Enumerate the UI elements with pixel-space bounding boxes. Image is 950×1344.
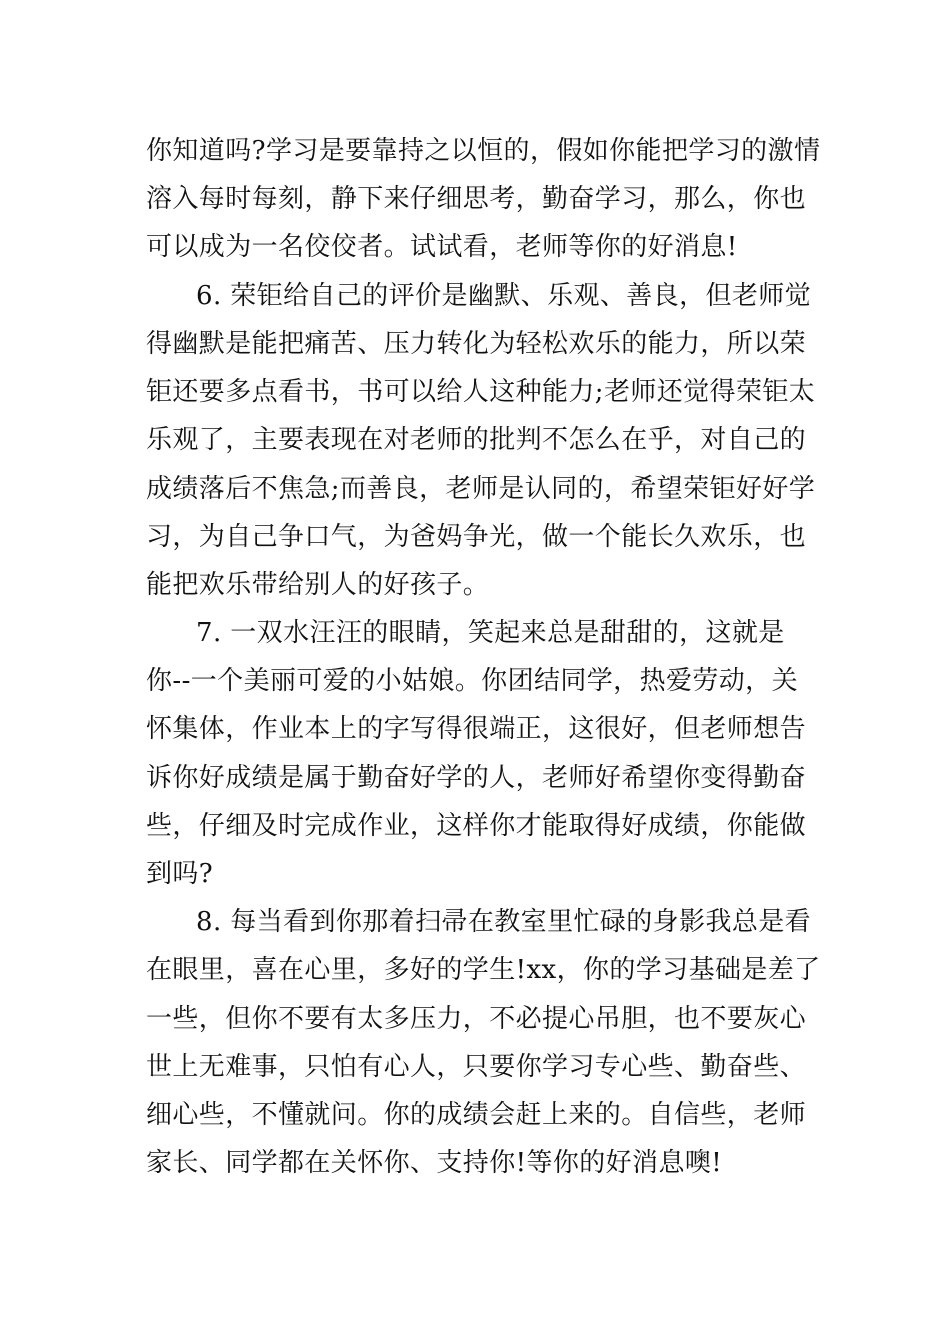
paragraph-7-line-6: 到吗?: [146, 859, 214, 889]
paragraph-6-line-3: 钜还要多点看书，书可以给人这种能力;老师还觉得荣钜太: [146, 377, 816, 407]
paragraph-7-line-1: 7. 一双水汪汪的眼睛，笑起来总是甜甜的，这就是: [196, 618, 785, 648]
paragraph-7-line-4: 诉你好成绩是属于勤奋好学的人，老师好希望你变得勤奋: [146, 763, 807, 793]
paragraph-7-line-5: 些，仔细及时完成作业，这样你才能取得好成绩，你能做: [146, 811, 807, 841]
paragraph-7-line-3: 怀集体，作业本上的字写得很端正，这很好，但老师想告: [146, 714, 807, 744]
paragraph-8-line-5: 细心些，不懂就问。你的成绩会赶上来的。自信些，老师: [146, 1100, 807, 1130]
paragraph-6-line-4: 乐观了，主要表现在对老师的批判不怎么在乎，对自己的: [146, 425, 807, 455]
paragraph-1-line-1: 你知道吗?学习是要靠持之以恒的，假如你能把学习的激情: [146, 136, 821, 166]
paragraph-6-line-5: 成绩落后不焦急;而善良，老师是认同的，希望荣钜好好学: [146, 474, 816, 504]
paragraph-6-line-7: 能把欢乐带给别人的好孩子。: [146, 570, 490, 600]
paragraph-6-line-1: 6. 荣钜给自己的评价是幽默、乐观、善良，但老师觉: [196, 281, 812, 311]
paragraph-6-line-2: 得幽默是能把痛苦、压力转化为轻松欢乐的能力，所以荣: [146, 329, 807, 359]
paragraph-8-line-4: 世上无难事，只怕有心人，只要你学习专心些、勤奋些、: [146, 1052, 807, 1082]
paragraph-8-line-1: 8. 每当看到你那着扫帚在教室里忙碌的身影我总是看: [196, 907, 812, 937]
paragraph-8-line-3: 一些，但你不要有太多压力，不必提心吊胆，也不要灰心: [146, 1004, 807, 1034]
paragraph-1-line-3: 可以成为一名佼佼者。试试看，老师等你的好消息!: [146, 232, 738, 262]
paragraph-1-line-2: 溶入每时每刻，静下来仔细思考，勤奋学习，那么，你也: [146, 184, 807, 214]
paragraph-8-line-2: 在眼里，喜在心里，多好的学生!xx，你的学习基础是差了: [146, 955, 821, 985]
paragraph-8-line-6: 家长、同学都在关怀你、支持你!等你的好消息噢!: [146, 1148, 723, 1178]
paragraph-6-line-6: 习，为自己争口气，为爸妈争光，做一个能长久欢乐，也: [146, 522, 807, 552]
paragraph-7-line-2: 你--一个美丽可爱的小姑娘。你团结同学，热爱劳动，关: [146, 666, 798, 696]
